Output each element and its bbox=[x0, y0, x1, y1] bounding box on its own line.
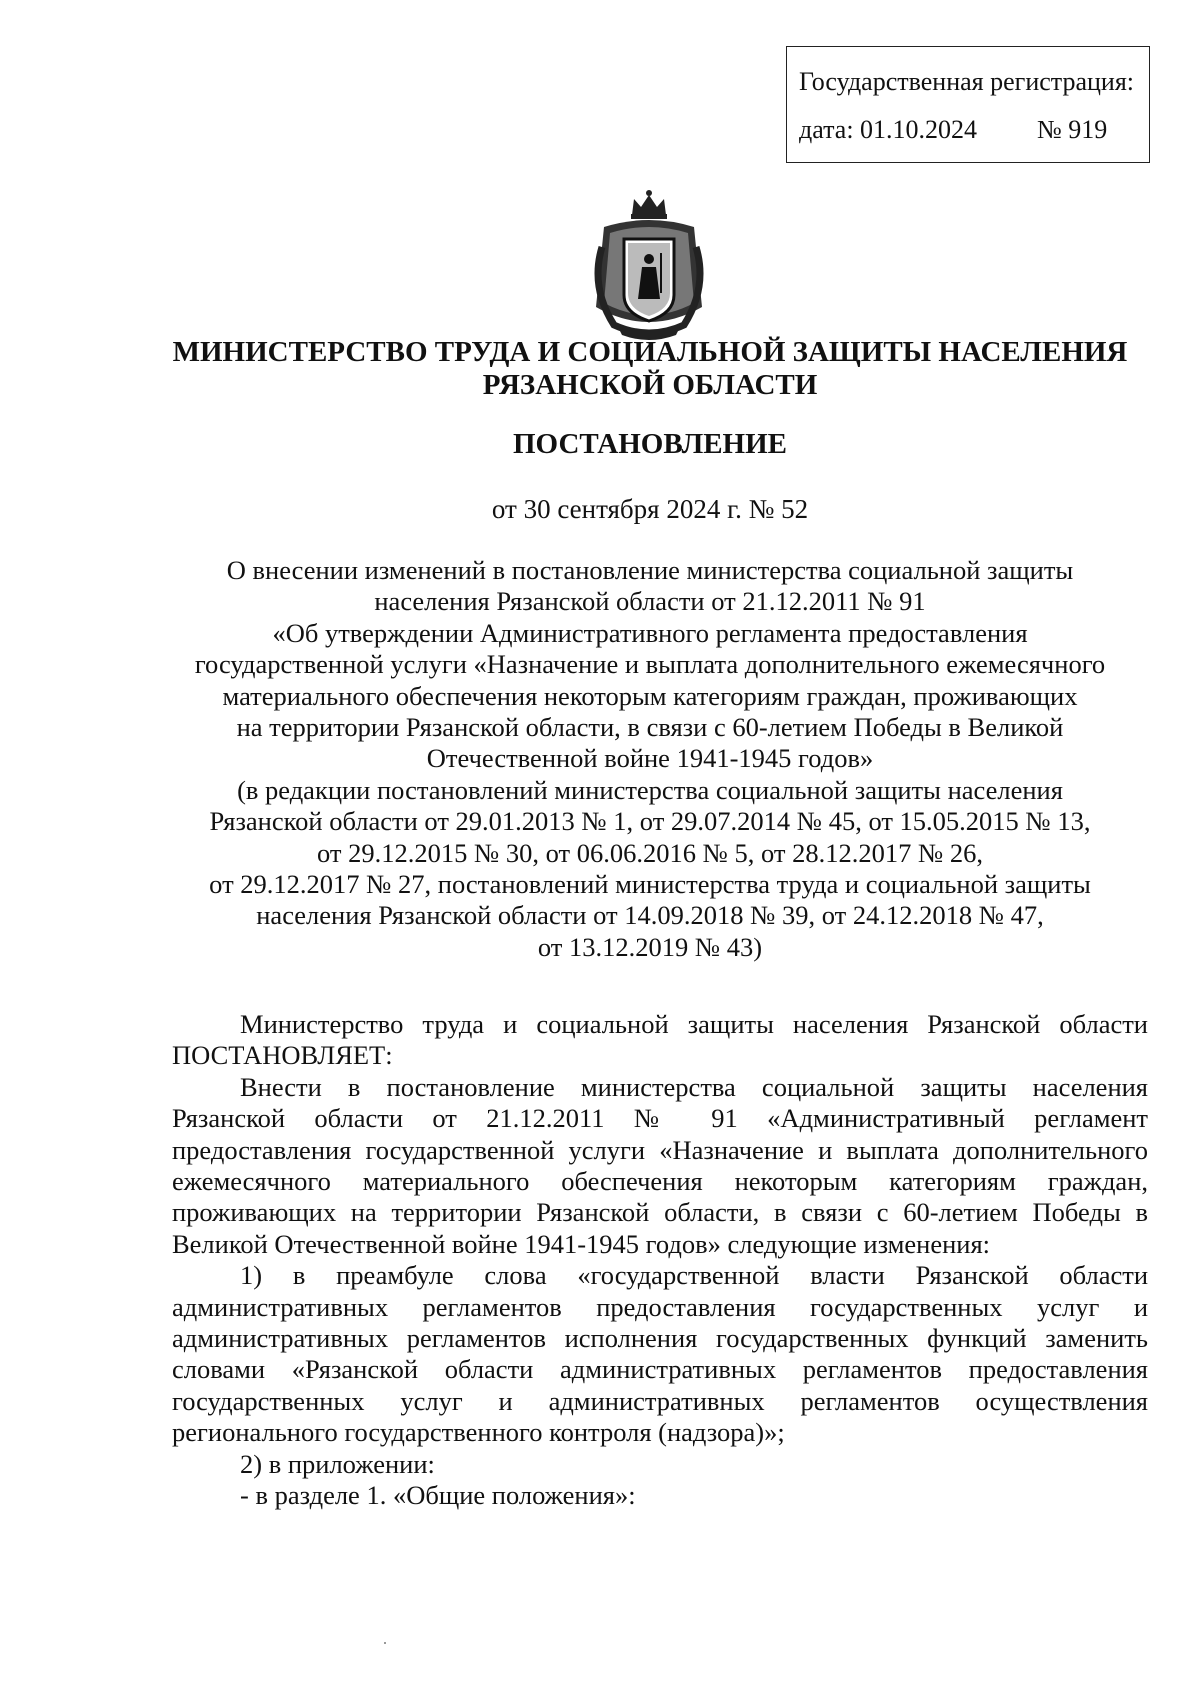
subject-line: Рязанской области от 29.01.2013 № 1, от 29.07.2014 № 45, от 15.05.2015 № 13, bbox=[209, 806, 1091, 837]
subject-line: на территории Рязанской области, в связи с 60-летием Победы в Великой bbox=[236, 712, 1064, 743]
body-line: Рязанской области от 21.12.2011 № 91 «Административный регламент bbox=[172, 1103, 1148, 1134]
ministry-name-line: МИНИСТЕРСТВО ТРУДА И СОЦИАЛЬНОЙ ЗАЩИТЫ НАСЕЛЕНИЯ bbox=[172, 336, 1128, 368]
body-line: предоставления государственной услуги «Назначение и выплата дополнительного bbox=[172, 1134, 1148, 1165]
document-body bbox=[172, 1009, 1148, 1512]
ministry-name bbox=[100, 336, 1200, 402]
body-line: ПОСТАНОВЛЯЕТ: bbox=[172, 1040, 393, 1071]
document-type: ПОСТАНОВЛЕНИЕ bbox=[512, 428, 787, 460]
subject-line: от 13.12.2019 № 43) bbox=[537, 931, 763, 962]
body-line: 1) в преамбуле слова «государственной власти Рязанской области bbox=[240, 1260, 1148, 1291]
body-line: административных регламентов исполнения государственных функций заменить bbox=[172, 1323, 1148, 1354]
body-line: Министерство труда и социальной защиты населения Рязанской области bbox=[240, 1009, 1148, 1039]
body-line: административных регламентов предоставления государственных услуг и bbox=[172, 1291, 1148, 1322]
body-line: Великой Отечественной войне 1941-1945 годов» следующие изменения: bbox=[172, 1228, 991, 1259]
body-line: ежемесячного материального обеспечения некоторым категориям граждан, bbox=[172, 1166, 1148, 1197]
body-line: регионального государственного контроля (надзора)»; bbox=[172, 1417, 785, 1448]
registration-title: Государственная регистрация: bbox=[799, 67, 1135, 96]
subject-line: населения Рязанской области от 21.12.2011 № 91 bbox=[374, 586, 926, 617]
body-line: государственных услуг и административных регламентов осуществления bbox=[172, 1385, 1148, 1416]
subject-line: Отечественной войне 1941-1945 годов» bbox=[426, 743, 874, 774]
registration-stamp bbox=[786, 46, 1150, 163]
body-line: словами «Рязанской области административных регламентов предоставления bbox=[172, 1354, 1148, 1385]
subject-line: (в редакции постановлений министерства социальной защиты населения bbox=[237, 774, 1063, 805]
body-line: проживающих на территории Рязанской области, в связи с 60-летием Победы в bbox=[172, 1197, 1148, 1228]
scan-speck bbox=[384, 1642, 386, 1644]
document-date-number: от 30 сентября 2024 г. № 52 bbox=[491, 494, 809, 524]
ryazan-coat-of-arms-icon bbox=[584, 187, 714, 343]
subject-line: О внесении изменений в постановление министерства социальной защиты bbox=[226, 555, 1074, 585]
document-subject bbox=[150, 555, 1150, 963]
body-line: 2) в приложении: bbox=[240, 1448, 435, 1479]
subject-line: материального обеспечения некоторым категориям граждан, проживающих bbox=[222, 680, 1078, 711]
subject-line: от 29.12.2015 № 30, от 06.06.2016 № 5, от 28.12.2017 № 26, bbox=[316, 837, 984, 868]
subject-line: населения Рязанской области от 14.09.2018 № 39, от 24.12.2018 № 47, bbox=[256, 900, 1044, 931]
subject-line: от 29.12.2017 № 27, постановлений министерства труда и социальной защиты bbox=[209, 869, 1091, 900]
subject-line: государственной услуги «Назначение и выплата дополнительного ежемесячного bbox=[194, 649, 1106, 680]
body-line: Внести в постановление министерства социальной защиты населения bbox=[240, 1071, 1148, 1102]
registration-date: дата: 01.10.2024 bbox=[799, 115, 978, 144]
registration-number: № 919 bbox=[1037, 115, 1108, 144]
ministry-name-line: РЯЗАНСКОЙ ОБЛАСТИ bbox=[482, 369, 818, 401]
body-line: - в разделе 1. «Общие положения»: bbox=[240, 1480, 636, 1511]
subject-line: «Об утверждении Административного регламента предоставления bbox=[272, 617, 1028, 648]
